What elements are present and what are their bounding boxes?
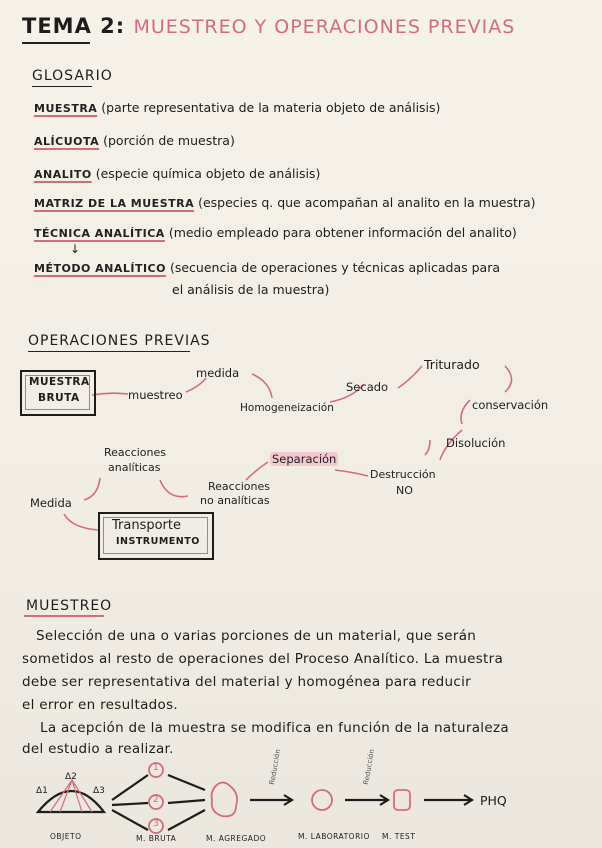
muestreo-heading: MUESTREO	[26, 598, 113, 614]
label-m-agregado: M. AGREGADO	[206, 834, 267, 843]
arrow-note-2: Reducción	[362, 748, 377, 786]
delta-1: Δ1	[36, 786, 48, 796]
glosario-heading: GLOSARIO	[32, 68, 113, 84]
title-main: TEMA 2:	[22, 14, 126, 38]
label-m-bruta: M. BRUTA	[136, 834, 177, 843]
delta-3: Δ3	[93, 786, 105, 796]
node-disolucion: Disolución	[446, 436, 506, 450]
separacion-highlight: Separación	[272, 452, 337, 466]
node-reacciones: Reacciones	[104, 446, 167, 459]
node-reacciones-no-2: no analíticas	[200, 494, 270, 507]
instrumento-label: INSTRUMENTO	[116, 536, 200, 547]
glossary-def: (especie química objeto de análisis)	[95, 166, 321, 181]
node-destruccion: Destrucción	[370, 468, 436, 481]
node-destruccion-no: NO	[396, 484, 413, 497]
down-arrow-icon: ↓	[70, 242, 81, 256]
circle-number-2: 2	[153, 795, 159, 805]
glossary-term: TÉCNICA ANALÍTICA	[34, 227, 165, 240]
circle-number-3: 3	[153, 819, 159, 829]
muestra-bruta-label-2: BRUTA	[38, 392, 80, 404]
node-conservacion: conservación	[472, 398, 549, 412]
label-objeto: OBJETO	[50, 832, 82, 841]
circle-number-1: 1	[153, 763, 159, 773]
glossary-def: (secuencia de operaciones y técnicas aplicadas para	[169, 260, 500, 275]
label-m-laboratorio: M. LABORATORIO	[298, 832, 370, 841]
node-triturado: Triturado	[424, 357, 480, 372]
glossary-term: MUESTRA	[34, 102, 98, 115]
node-reacciones-2: analíticas	[108, 461, 161, 474]
glossary-term: MÉTODO ANALÍTICO	[34, 262, 166, 275]
muestra-bruta-label-1: MUESTRA	[29, 376, 90, 388]
node-secado: Secado	[346, 380, 389, 394]
arrow-note-1: Reducción	[268, 748, 283, 786]
muestreo-line-2: sometidos al resto de operaciones del Proceso Analítico. La muestra	[22, 651, 504, 667]
glossary-term: ANALITO	[34, 168, 92, 181]
transporte-label: Transporte	[112, 518, 181, 533]
label-m-test: M. TEST	[382, 832, 416, 841]
node-reacciones-no: Reacciones	[208, 480, 271, 493]
muestreo-line-1: Selección de una o varias porciones de un material, que serán	[36, 628, 477, 644]
muestreo-line-4: el error en resultados.	[22, 697, 178, 713]
operaciones-heading: OPERACIONES PREVIAS	[28, 333, 211, 349]
glossary-def-continued: el análisis de la muestra)	[172, 282, 330, 297]
node-homogeneizacion: Homogeneización	[240, 402, 334, 414]
title-accent: MUESTREO Y OPERACIONES PREVIAS	[133, 16, 516, 38]
glossary-def: (porción de muestra)	[103, 133, 235, 148]
glossary-term: MATRIZ DE LA MUESTRA	[34, 197, 195, 210]
glossary-term: ALÍCUOTA	[34, 135, 100, 148]
delta-2: Δ2	[65, 772, 77, 782]
phq-label: PHQ	[480, 793, 507, 808]
glossary-def: (especies q. que acompañan al analito en la muestra)	[198, 195, 536, 210]
glossary-def: (medio empleado para obtener información del analito)	[168, 225, 517, 240]
muestreo-line-5: La acepción de la muestra se modifica en función de la naturaleza	[40, 720, 509, 736]
node-medida: Medida	[30, 496, 72, 510]
node-muestreo: muestreo	[128, 388, 183, 402]
muestreo-line-3: debe ser representativa del material y homogénea para reducir	[22, 674, 471, 690]
glossary-def: (parte representativa de la materia objeto de análisis)	[101, 100, 441, 115]
muestreo-line-6: del estudio a realizar.	[22, 741, 174, 757]
node-medida-top: medida	[196, 366, 240, 380]
